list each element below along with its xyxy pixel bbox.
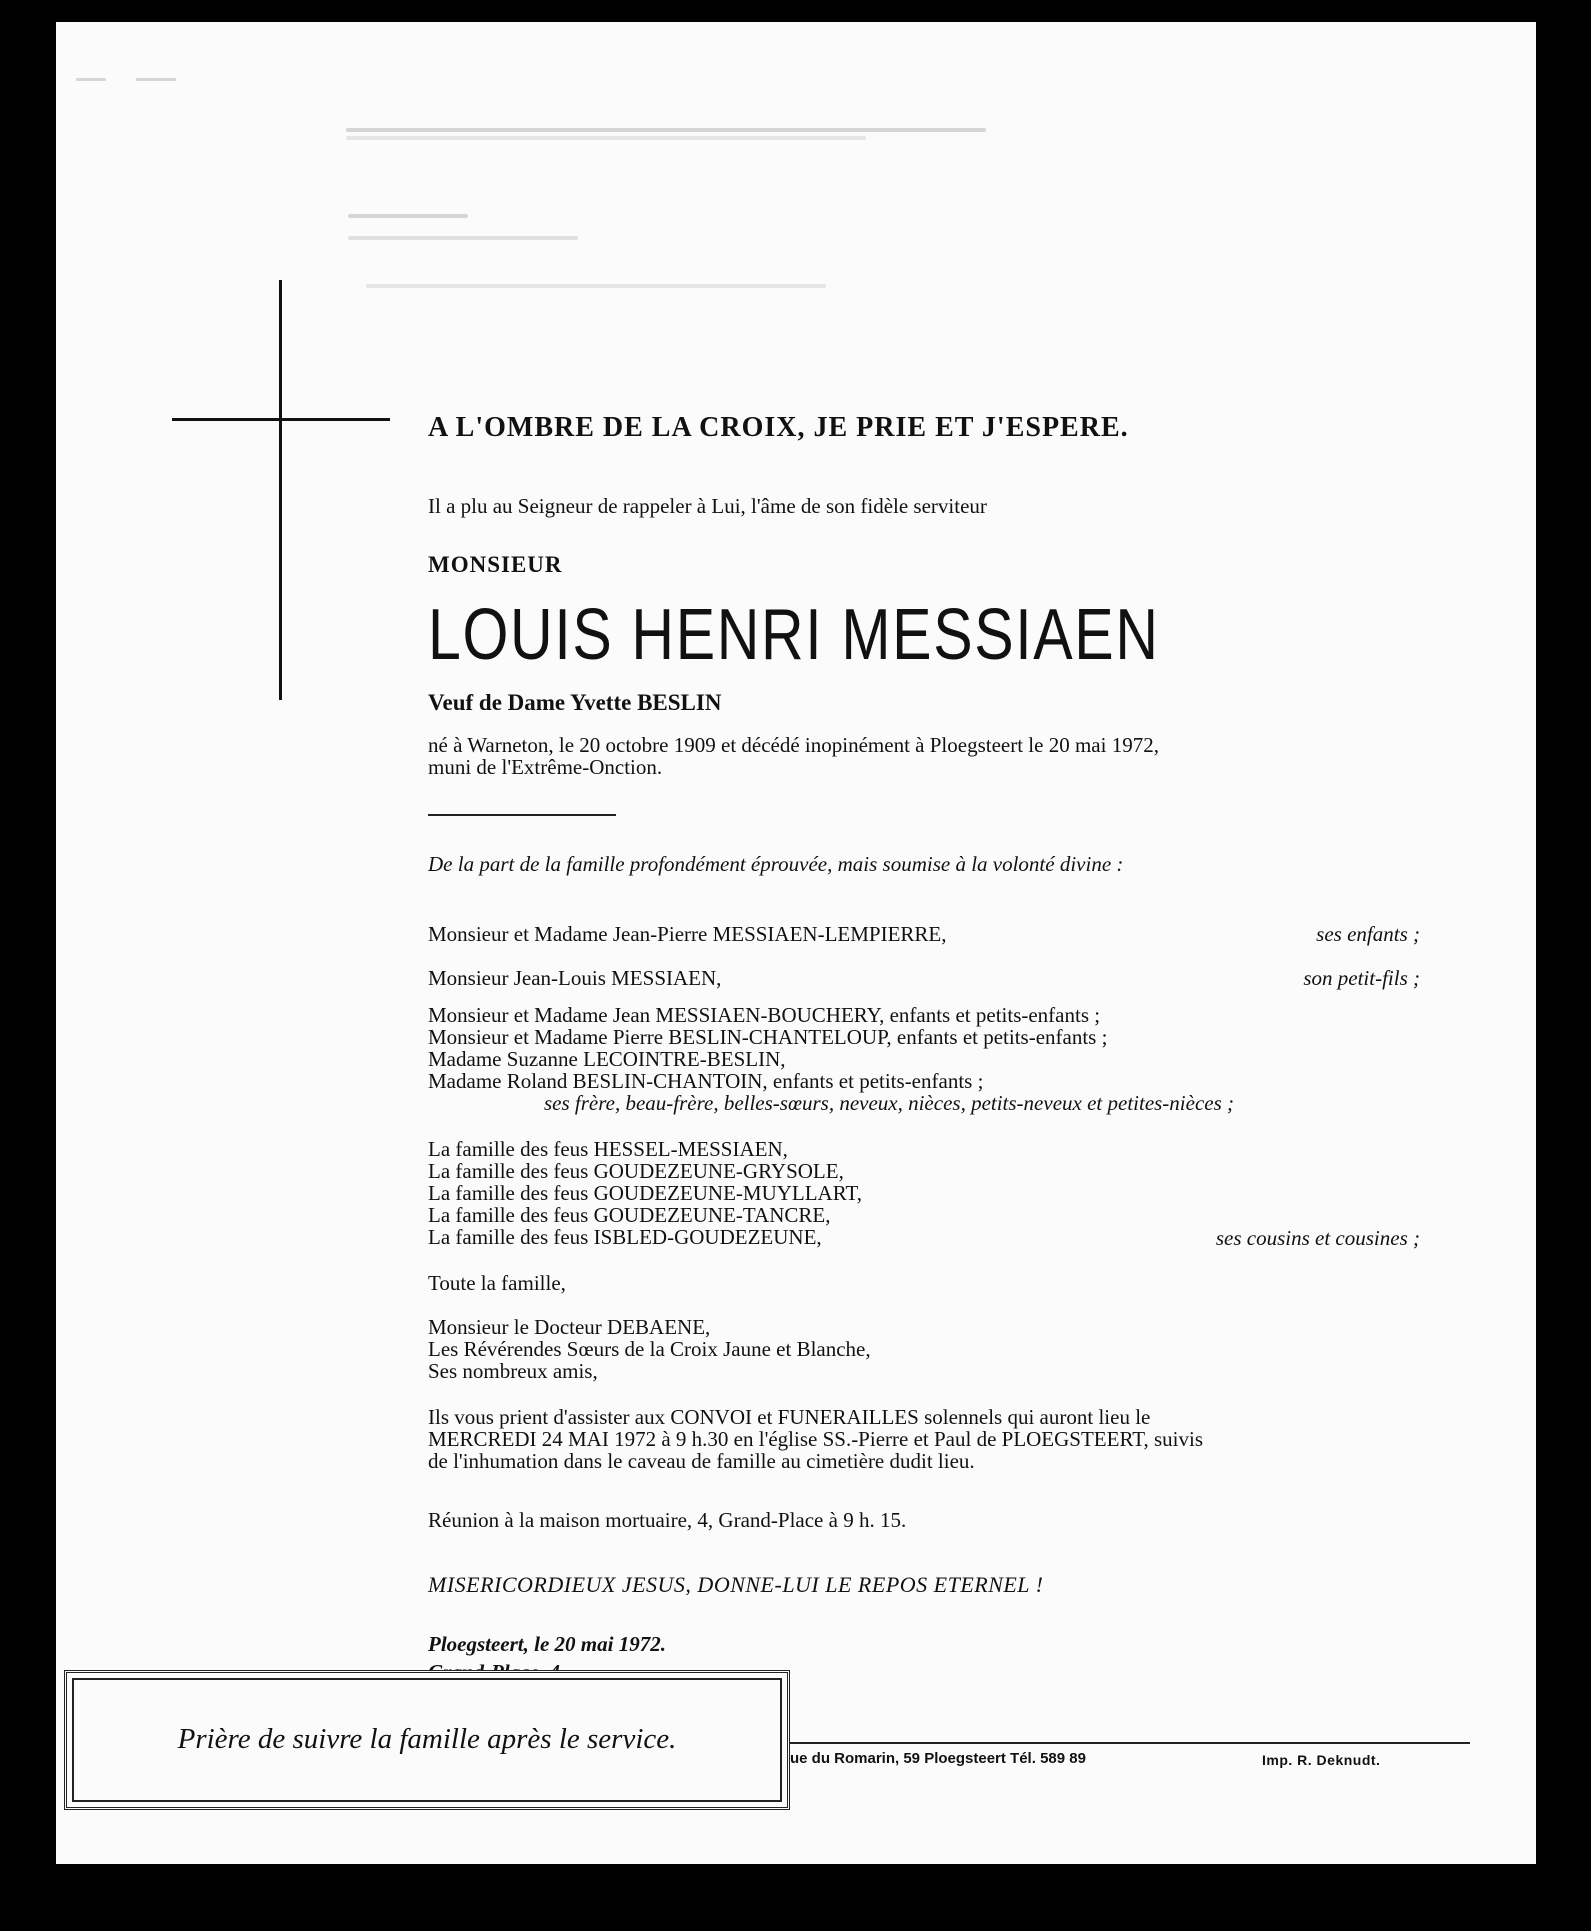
list-item: Monsieur le Docteur DEBAENE, — [428, 1315, 711, 1339]
all-family: Toute la famille, — [428, 1271, 566, 1295]
notice-box — [64, 1670, 790, 1810]
list-item: La famille des feus ISBLED-GOUDEZEUNE, — [428, 1225, 822, 1249]
cousins-role-row — [428, 1226, 1420, 1250]
list-item: La famille des feus GOUDEZEUNE-GRYSOLE, — [428, 1159, 844, 1183]
obituary-card — [56, 22, 1536, 1864]
honorific: MONSIEUR — [428, 552, 563, 577]
place-date: Ploegsteert, le 20 mai 1972. — [428, 1632, 666, 1656]
prayer: MISERICORDIEUX JESUS, DONNE-LUI LE REPOS ETERNEL ! — [428, 1572, 1044, 1597]
printer-rule — [790, 1742, 1470, 1744]
list-item: Les Révérendes Sœurs de la Croix Jaune et Blanche, — [428, 1337, 871, 1361]
widower-of: Veuf de Dame Yvette BESLIN — [428, 690, 722, 715]
divider — [428, 814, 616, 816]
list-item: La famille des feus GOUDEZEUNE-MUYLLART, — [428, 1181, 862, 1205]
birth-death-text: né à Warneton, le 20 octobre 1909 et décédé inopinément à Ploegsteert le 20 mai 1972, muni de l'Extrême-Onction. — [428, 733, 1159, 779]
family-intro: De la part de la famille profondément éprouvée, mais soumise à la volonté divine : — [428, 852, 1124, 876]
list-item: Ses nombreux amis, — [428, 1359, 598, 1383]
printer-name: Imp. R. Deknudt. — [1262, 1752, 1381, 1768]
printer-address: ue du Romarin, 59 Ploegsteert Tél. 589 89 — [790, 1750, 1086, 1767]
invitation-text: Ils vous prient d'assister aux CONVOI et FUNERAILLES solennels qui auront lieu le MERCREDI 24 MAI 1972 à 9 h.30 en l'église SS.-Pierre et Paul de PLOEGSTEERT, suivis de l'inhumation dans le caveau de famille au cimetière dudit lieu. — [428, 1405, 1203, 1473]
reunion-text: Réunion à la maison mortuaire, 4, Grand-Place à 9 h. 15. — [428, 1508, 907, 1532]
list-item: Madame Roland BESLIN-CHANTOIN, enfants et petits-enfants ; — [428, 1069, 984, 1093]
list-item: La famille des feus GOUDEZEUNE-TANCRE, — [428, 1203, 831, 1227]
cousins-role: ses cousins et cousines ; — [1215, 1226, 1420, 1250]
children-row: Monsieur et Madame Jean-Pierre MESSIAEN-LEMPIERRE, ses enfants ; — [428, 922, 1420, 946]
notice-text: Prière de suivre la famille après le service. — [177, 1723, 677, 1755]
siblings-role: ses frère, beau-frère, belles-sœurs, neveux, nièces, petits-neveux et petites-nièces ; — [544, 1091, 1235, 1115]
grandson-row: Monsieur Jean-Louis MESSIAEN, son petit-fils ; — [428, 966, 1420, 990]
intro-text: Il a plu au Seigneur de rappeler à Lui, l'âme de son fidèle serviteur — [428, 494, 987, 518]
list-item: Monsieur et Madame Pierre BESLIN-CHANTELOUP, enfants et petits-enfants ; — [428, 1025, 1108, 1049]
list-item: Madame Suzanne LECOINTRE-BESLIN, — [428, 1047, 786, 1071]
list-item: Monsieur et Madame Jean MESSIAEN-BOUCHERY, enfants et petits-enfants ; — [428, 1003, 1101, 1027]
motto: A L'OMBRE DE LA CROIX, JE PRIE ET J'ESPERE. — [428, 412, 1129, 443]
list-item: La famille des feus HESSEL-MESSIAEN, — [428, 1137, 788, 1161]
deceased-name: LOUIS HENRI MESSIAEN — [428, 595, 1160, 675]
others-list — [428, 1316, 871, 1382]
siblings-list — [428, 1004, 1234, 1114]
